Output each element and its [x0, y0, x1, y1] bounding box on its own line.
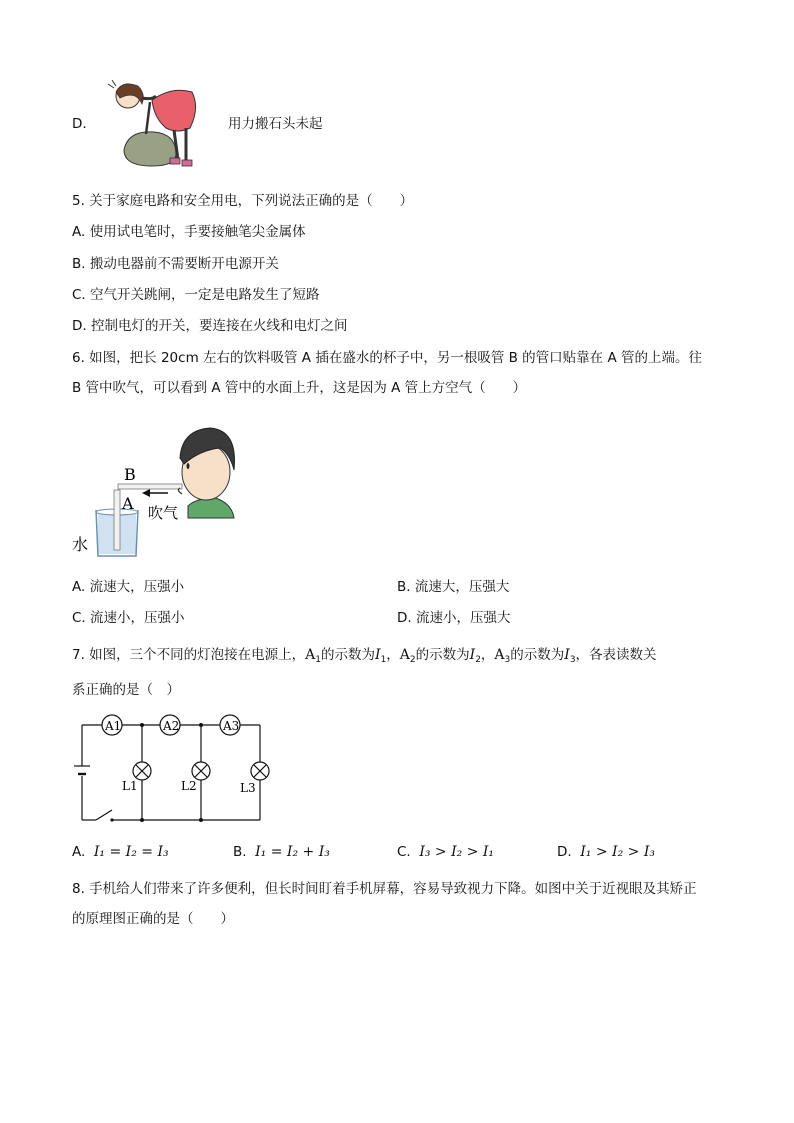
straw-blowing-figure — [70, 414, 240, 560]
q7-option-b: B. I₁ = I₂ + I₃ — [233, 844, 330, 860]
label-b: B — [124, 465, 136, 484]
q6-option-c: C. 流速小，压强小 — [72, 610, 185, 626]
q4-option-d-text: 用力搬石头未起 — [228, 116, 323, 132]
q6-stem-line1: 6. 如图，把长 20cm 左右的饮料吸管 A 插在盛水的杯子中，另一根吸管 B 的管口贴靠在 A 管的上端。往 — [72, 350, 702, 366]
q5-option-c: C. 空气开关跳闸，一定是电路发生了短路 — [72, 287, 320, 303]
q7-option-d: D. I₁ > I₂ > I₃ — [557, 844, 655, 860]
q8-stem-line1: 8. 手机给人们带来了许多便利，但长时间盯着手机屏幕，容易导致视力下降。如图中关于近视眼及其矫正 — [72, 881, 697, 897]
label-water: 水 — [72, 535, 89, 554]
q4-option-d-label: D. — [72, 116, 87, 132]
circuit-diagram — [70, 708, 280, 826]
q6-option-b: B. 流速大，压强大 — [397, 579, 510, 595]
lamp-l1-label: L1 — [122, 779, 138, 793]
q7-option-c: C. I₃ > I₂ > I₁ — [397, 844, 495, 860]
q5-option-a: A. 使用试电笔时，手要接触笔尖金属体 — [72, 224, 306, 240]
label-a: A — [122, 494, 134, 513]
q5-stem: 5. 关于家庭电路和安全用电，下列说法正确的是（ ） — [72, 193, 414, 209]
q8-stem-line2: 的原理图正确的是（ ） — [72, 911, 234, 927]
q5-option-d: D. 控制电灯的开关，要连接在火线和电灯之间 — [72, 318, 348, 334]
q5-option-b: B. 搬动电器前不需要断开电源开关 — [72, 256, 279, 272]
q6-stem-line2: B 管中吹气，可以看到 A 管中的水面上升，这是因为 A 管上方空气（ ） — [72, 380, 527, 396]
meter-a1-label: A1 — [105, 719, 122, 733]
lamp-l2-label: L2 — [181, 779, 197, 793]
label-blow: 吹气 — [148, 504, 179, 522]
q6-option-d: D. 流速小，压强大 — [397, 610, 511, 626]
q6-option-a: A. 流速大，压强小 — [72, 579, 185, 595]
lamp-l3-label: L3 — [240, 781, 256, 795]
meter-a3-label: A3 — [223, 719, 240, 733]
q7-option-a: A. I₁ = I₂ = I₃ — [72, 844, 169, 860]
girl-lifting-rock-illustration — [106, 78, 202, 170]
q7-stem-line2: 系正确的是（ ） — [72, 682, 180, 698]
q7-stem-line1: 7. 如图，三个不同的灯泡接在电源上，$A_1$的示数为$I_1$，$A_2$的示数为$I_2$，$A_3$的示数为$I_3$，各表读数关 — [72, 647, 657, 665]
meter-a2-label: A2 — [163, 719, 180, 733]
